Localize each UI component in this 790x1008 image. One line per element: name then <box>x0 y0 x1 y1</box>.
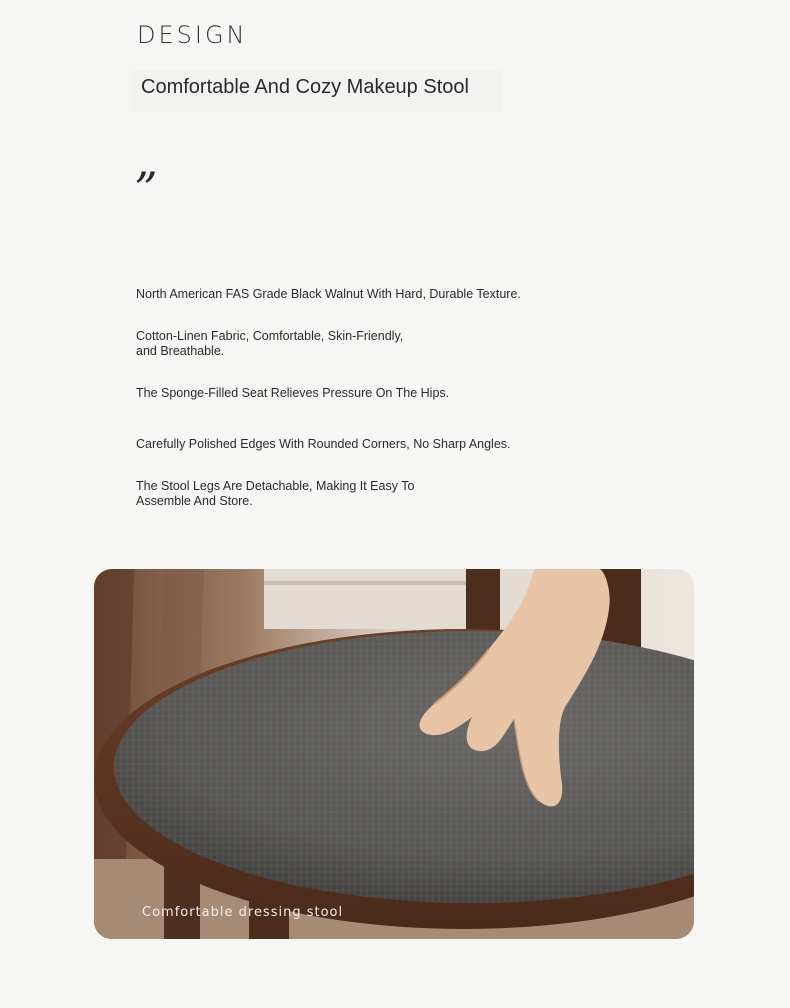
feature-edges: Carefully Polished Edges With Rounded Corners, No Sharp Angles. <box>136 437 511 451</box>
feature-walnut: North American FAS Grade Black Walnut With Hard, Durable Texture. <box>136 287 521 301</box>
stool-illustration <box>94 569 694 939</box>
product-photo <box>94 569 694 939</box>
section-heading: DESIGN <box>137 21 248 49</box>
feature-sponge: The Sponge-Filled Seat Relieves Pressure On The Hips. <box>136 386 450 400</box>
photo-caption: Comfortable dressing stool <box>142 905 344 920</box>
feature-fabric: Cotton-Linen Fabric, Comfortable, Skin-Friendly, and Breathable. <box>136 329 404 358</box>
quote-mark: ” <box>134 162 158 216</box>
section-subtitle: Comfortable And Cozy Makeup Stool <box>141 76 469 98</box>
feature-legs: The Stool Legs Are Detachable, Making It Easy To Assemble And Store. <box>136 479 415 508</box>
